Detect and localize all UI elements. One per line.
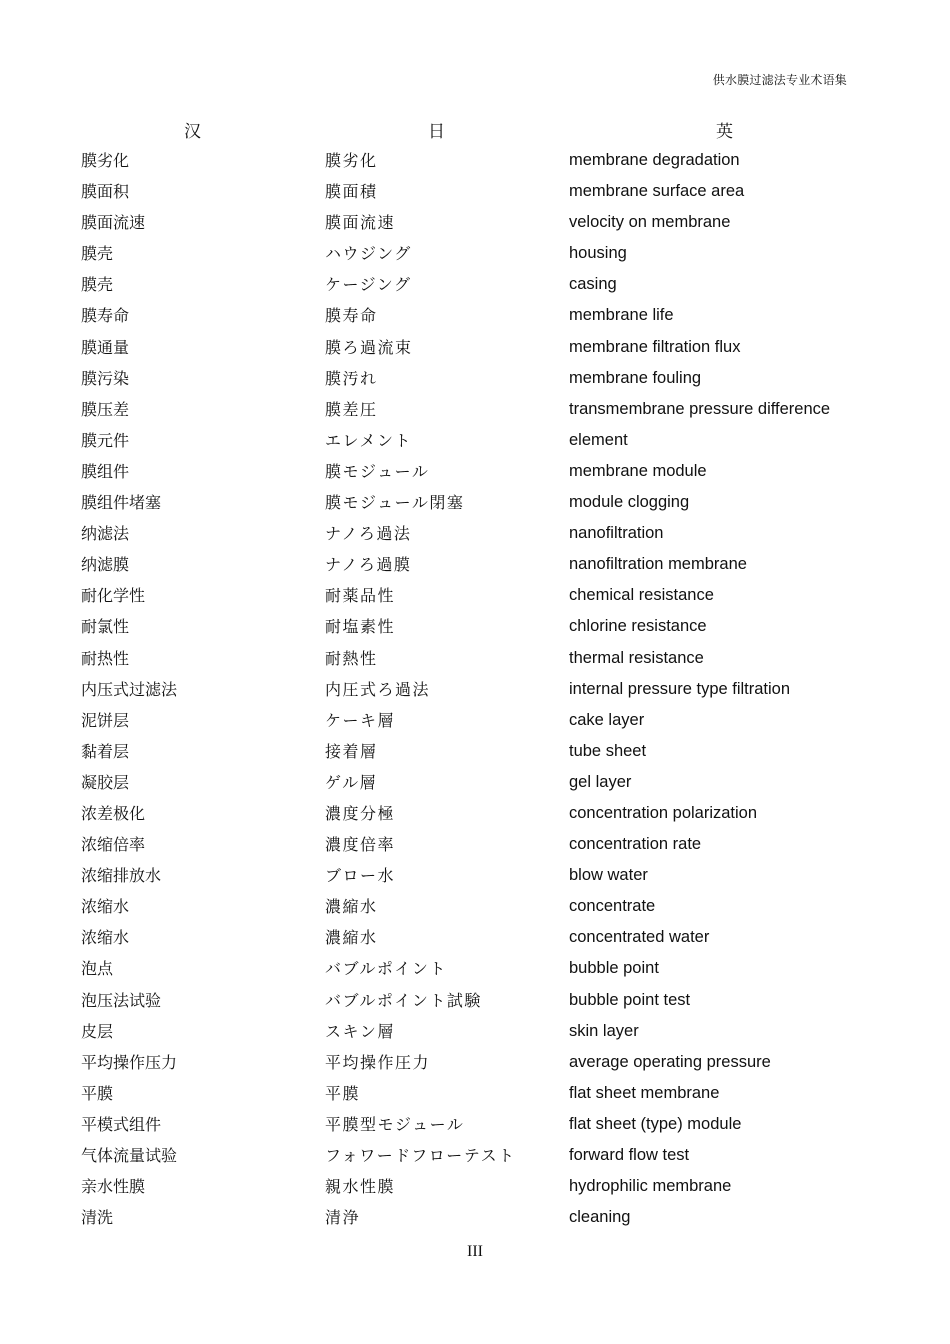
glossary-row — [0, 1016, 950, 1047]
chinese-term: 膜组件堵塞 — [81, 493, 162, 513]
english-term: module clogging — [569, 493, 690, 512]
glossary-row — [0, 767, 950, 798]
chinese-term: 浓缩水 — [81, 897, 130, 917]
glossary-row — [0, 643, 950, 674]
english-term: concentrated water — [569, 928, 710, 947]
english-term: concentrate — [569, 897, 656, 916]
running-header-title: 供水膜过滤法专业术语集 — [712, 73, 847, 87]
english-term: housing — [569, 244, 627, 263]
chinese-term: 膜面流速 — [81, 213, 146, 233]
glossary-row — [0, 1109, 950, 1140]
japanese-term: 濃度倍率 — [325, 835, 396, 855]
page-number: III — [467, 1243, 483, 1260]
chinese-term: 亲水性膜 — [81, 1177, 146, 1197]
column-header-japanese: 日 — [428, 122, 445, 142]
english-term: nanofiltration — [569, 524, 664, 543]
english-term: membrane module — [569, 461, 707, 480]
japanese-term: 膜劣化 — [325, 151, 378, 170]
japanese-term: 膜面積 — [325, 182, 378, 202]
chinese-term: 泥饼层 — [81, 710, 130, 730]
glossary-row — [0, 176, 950, 207]
column-header-chinese: 汉 — [184, 122, 201, 142]
chinese-term: 膜面积 — [81, 182, 130, 202]
glossary-row — [0, 363, 950, 394]
japanese-term: バブルポイント — [325, 959, 447, 979]
chinese-term: 平均操作压力 — [81, 1052, 178, 1072]
glossary-row — [0, 580, 950, 611]
chinese-term: 内压式过滤法 — [81, 679, 178, 699]
chinese-term: 皮层 — [81, 1021, 114, 1041]
japanese-term: 膜寿命 — [325, 306, 378, 326]
glossary-row — [0, 1047, 950, 1078]
glossary-row — [0, 891, 950, 922]
japanese-term: 耐塩素性 — [325, 617, 396, 637]
english-term: internal pressure type filtration — [569, 679, 791, 698]
english-term: concentration polarization — [569, 803, 758, 822]
english-term: velocity on membrane — [569, 213, 731, 232]
chinese-term: 纳滤膜 — [81, 555, 130, 575]
english-term: thermal resistance — [569, 648, 704, 667]
chinese-term: 凝胶层 — [81, 772, 130, 792]
japanese-term: 清浄 — [325, 1208, 361, 1228]
japanese-term: 膜面流速 — [325, 213, 396, 233]
english-term: hydrophilic membrane — [569, 1177, 732, 1196]
english-term: bubble point test — [569, 990, 691, 1009]
chinese-term: 泡点 — [81, 959, 114, 979]
japanese-term: ブロー水 — [325, 866, 396, 886]
glossary-row — [0, 674, 950, 705]
english-term: concentration rate — [569, 835, 702, 854]
english-term: average operating pressure — [569, 1052, 771, 1071]
chinese-term: 气体流量试验 — [81, 1146, 178, 1165]
english-term: bubble point — [569, 959, 659, 978]
japanese-term: 膜モジュール — [325, 461, 430, 481]
glossary-row — [0, 985, 950, 1016]
japanese-term: 平膜 — [325, 1083, 361, 1103]
english-term: membrane life — [569, 306, 674, 325]
chinese-term: 膜通量 — [81, 337, 130, 357]
glossary-table — [0, 145, 950, 1233]
japanese-term: ハウジング — [325, 244, 412, 264]
glossary-row — [0, 300, 950, 331]
english-term: cleaning — [569, 1208, 631, 1227]
chinese-term: 膜劣化 — [81, 151, 130, 170]
glossary-row — [0, 860, 950, 891]
glossary-row — [0, 798, 950, 829]
glossary-row — [0, 487, 950, 518]
english-term: membrane fouling — [569, 368, 702, 387]
chinese-term: 浓差极化 — [81, 803, 146, 823]
glossary-row — [0, 1171, 950, 1202]
chinese-term: 平膜 — [81, 1083, 114, 1103]
english-term: membrane filtration flux — [569, 337, 741, 356]
glossary-row — [0, 1202, 950, 1233]
glossary-row — [0, 829, 950, 860]
japanese-term: 内圧式ろ過法 — [325, 679, 431, 699]
english-term: membrane surface area — [569, 182, 745, 201]
chinese-term: 平模式组件 — [81, 1114, 162, 1134]
chinese-term: 耐化学性 — [81, 586, 146, 606]
glossary-row — [0, 922, 950, 953]
glossary-row — [0, 456, 950, 487]
glossary-row — [0, 207, 950, 238]
japanese-term: 膜差圧 — [325, 399, 378, 419]
glossary-row — [0, 394, 950, 425]
chinese-term: 浓缩水 — [81, 928, 130, 948]
english-term: flat sheet membrane — [569, 1083, 720, 1102]
japanese-term: 平膜型モジュール — [325, 1114, 465, 1134]
chinese-term: 膜壳 — [81, 275, 114, 295]
japanese-term: 親水性膜 — [325, 1177, 396, 1197]
glossary-row — [0, 332, 950, 363]
chinese-term: 膜组件 — [81, 461, 130, 481]
english-term: blow water — [569, 866, 648, 885]
column-header-english: 英 — [716, 122, 733, 142]
english-term: cake layer — [569, 710, 645, 729]
japanese-term: フォワードフローテスト — [325, 1146, 516, 1165]
chinese-term: 浓缩倍率 — [81, 835, 146, 855]
glossary-row — [0, 238, 950, 269]
japanese-term: ケージング — [325, 275, 412, 295]
chinese-term: 黏着层 — [81, 741, 130, 761]
glossary-row — [0, 145, 950, 176]
japanese-term: エレメント — [325, 430, 413, 450]
english-term: chlorine resistance — [569, 617, 707, 636]
japanese-term: ナノろ過膜 — [325, 555, 412, 575]
chinese-term: 膜压差 — [81, 399, 130, 419]
english-term: element — [569, 430, 628, 449]
chinese-term: 耐氯性 — [81, 617, 130, 637]
glossary-row — [0, 953, 950, 984]
chinese-term: 膜寿命 — [81, 306, 130, 326]
english-term: chemical resistance — [569, 586, 714, 605]
glossary-row — [0, 705, 950, 736]
english-term: skin layer — [569, 1021, 639, 1040]
japanese-term: 平均操作圧力 — [325, 1052, 431, 1072]
japanese-term: 接着層 — [325, 741, 378, 761]
chinese-term: 膜元件 — [81, 430, 130, 450]
glossary-row — [0, 425, 950, 456]
japanese-term: 膜ろ過流束 — [325, 337, 413, 357]
english-term: flat sheet (type) module — [569, 1114, 742, 1133]
japanese-term: ナノろ過法 — [325, 524, 412, 544]
glossary-row — [0, 549, 950, 580]
japanese-term: 濃縮水 — [325, 928, 378, 948]
chinese-term: 纳滤法 — [81, 524, 130, 544]
japanese-term: バブルポイント試験 — [325, 990, 482, 1010]
english-term: forward flow test — [569, 1146, 690, 1164]
japanese-term: 耐薬品性 — [325, 586, 396, 606]
english-term: gel layer — [569, 772, 632, 791]
glossary-row — [0, 611, 950, 642]
english-term: transmembrane pressure difference — [569, 399, 831, 418]
english-term: casing — [569, 275, 617, 294]
chinese-term: 泡压法试验 — [81, 990, 162, 1010]
japanese-term: 濃縮水 — [325, 897, 378, 917]
chinese-term: 膜壳 — [81, 244, 114, 264]
japanese-term: スキン層 — [325, 1021, 395, 1041]
glossary-row — [0, 269, 950, 300]
glossary-row — [0, 1140, 950, 1171]
english-term: membrane degradation — [569, 151, 740, 169]
chinese-term: 浓缩排放水 — [81, 866, 162, 886]
glossary-row — [0, 1078, 950, 1109]
english-term: nanofiltration membrane — [569, 555, 747, 574]
japanese-term: 膜汚れ — [325, 368, 378, 388]
japanese-term: 耐熱性 — [325, 648, 378, 668]
glossary-row — [0, 736, 950, 767]
japanese-term: 濃度分極 — [325, 803, 396, 823]
japanese-term: 膜モジュール閉塞 — [325, 493, 465, 513]
chinese-term: 耐热性 — [81, 648, 130, 668]
japanese-term: ケーキ層 — [325, 710, 396, 730]
english-term: tube sheet — [569, 741, 647, 760]
glossary-row — [0, 518, 950, 549]
chinese-term: 膜污染 — [81, 368, 130, 388]
chinese-term: 清洗 — [81, 1208, 114, 1228]
japanese-term: ゲル層 — [325, 772, 378, 792]
